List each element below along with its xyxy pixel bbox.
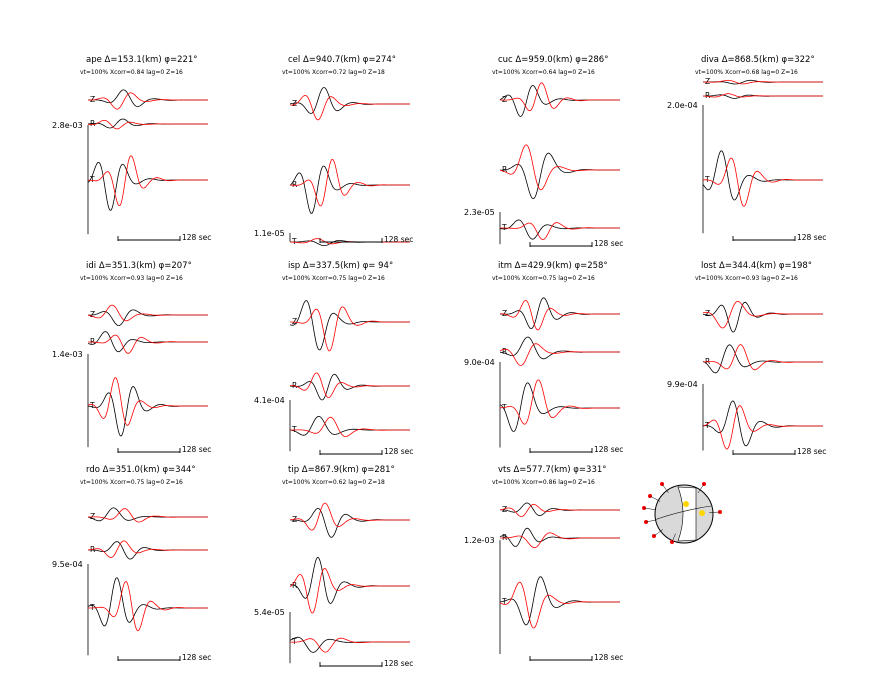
station-panel-itm (464, 261, 623, 454)
observed-trace-R (290, 557, 410, 603)
synthetic-trace-T (290, 638, 410, 652)
station-title: cuc Δ=959.0(km) φ=286° (498, 55, 609, 65)
component-label-T: T (502, 223, 507, 232)
amplitude-label: 2.0e-04 (667, 101, 698, 110)
station-info: vt=100% Xcorr=0.75 lag=0 Z=16 (282, 275, 385, 282)
component-label-R: R (292, 581, 298, 590)
observed-trace-Z (88, 310, 208, 326)
component-label-Z: Z (292, 99, 298, 108)
synthetic-trace-T (500, 223, 620, 240)
component-label-T: T (292, 425, 297, 434)
observed-trace-Z (88, 508, 208, 521)
station-title: itm Δ=429.9(km) φ=258° (498, 261, 608, 271)
station-info: vt=100% Xcorr=0.72 lag=0 Z=18 (282, 69, 385, 76)
station-title: cel Δ=940.7(km) φ=274° (288, 55, 396, 65)
component-label-R: R (705, 357, 711, 366)
station-info: vt=100% Xcorr=0.93 lag=0 Z=16 (80, 275, 183, 282)
synthetic-trace-Z (88, 93, 208, 109)
time-scale-label: 128 sec (797, 447, 827, 456)
component-label-R: R (90, 119, 96, 128)
component-label-T: T (502, 403, 507, 412)
synthetic-trace-R (500, 344, 620, 366)
station-panel-lost (667, 261, 826, 456)
synthetic-trace-R (290, 159, 410, 206)
synthetic-trace-R (500, 145, 620, 190)
component-label-Z: Z (705, 309, 711, 318)
station-panel-rdo (52, 465, 211, 662)
station-title: isp Δ=337.5(km) φ= 94° (288, 261, 394, 271)
observed-trace-T (500, 220, 620, 239)
station-info: vt=100% Xcorr=0.75 lag=0 Z=16 (80, 479, 183, 486)
synthetic-trace-T (703, 406, 823, 450)
observed-trace-T (290, 637, 410, 652)
component-label-R: R (292, 381, 298, 390)
station-info: vt=100% Xcorr=0.68 lag=0 Z=16 (695, 69, 798, 76)
station-panel-cel (254, 55, 413, 246)
component-label-R: R (292, 180, 298, 189)
time-scale-label: 128 sec (594, 653, 624, 662)
amplitude-label: 4.1e-04 (254, 396, 285, 405)
station-info: vt=100% Xcorr=0.75 lag=0 Z=16 (492, 275, 595, 282)
observed-trace-R (500, 337, 620, 359)
time-scale-label: 128 sec (594, 445, 624, 454)
station-panel-ape (52, 55, 211, 242)
observed-trace-T (703, 401, 823, 446)
component-label-Z: Z (90, 310, 96, 319)
station-panels (52, 55, 826, 668)
observed-trace-Z (290, 301, 410, 350)
time-scale-label: 128 sec (182, 445, 212, 454)
observed-trace-T (290, 416, 410, 435)
synthetic-trace-R (290, 568, 410, 613)
component-label-R: R (90, 545, 96, 554)
synthetic-trace-T (500, 380, 620, 424)
amplitude-label: 1.4e-03 (52, 350, 83, 359)
component-label-R: R (502, 165, 508, 174)
observed-trace-T (88, 578, 208, 626)
observed-trace-T (88, 387, 208, 437)
time-scale-label: 128 sec (384, 659, 414, 668)
beachball-station-ray (650, 496, 660, 501)
station-title: ape Δ=153.1(km) φ=221° (86, 55, 198, 65)
component-label-R: R (90, 337, 96, 346)
amplitude-label: 5.4e-05 (254, 608, 285, 617)
component-label-R: R (502, 347, 508, 356)
component-label-Z: Z (292, 515, 298, 524)
amplitude-label: 2.8e-03 (52, 121, 83, 130)
amplitude-label: 9.9e-04 (667, 380, 698, 389)
component-label-Z: Z (292, 317, 298, 326)
station-panel-tip (254, 465, 413, 668)
component-label-Z: Z (502, 95, 508, 104)
beachball-yellow-mark (683, 501, 689, 507)
amplitude-label: 9.0e-04 (464, 358, 495, 367)
synthetic-trace-Z (88, 305, 208, 321)
station-panel-idi (52, 261, 211, 454)
station-panel-cuc (464, 55, 623, 248)
synthetic-trace-Z (500, 301, 620, 330)
component-label-R: R (705, 91, 711, 100)
component-label-T: T (502, 597, 507, 606)
time-scale-label: 128 sec (384, 447, 414, 456)
station-panel-isp (254, 261, 413, 456)
station-title: tip Δ=867.9(km) φ=281° (288, 465, 395, 475)
amplitude-label: 1.2e-03 (464, 536, 495, 545)
synthetic-trace-T (88, 156, 208, 206)
station-info: vt=100% Xcorr=0.84 lag=0 Z=16 (80, 69, 183, 76)
component-label-Z: Z (90, 512, 96, 521)
component-label-T: T (90, 175, 95, 184)
beachball-yellow-mark (699, 510, 705, 516)
component-label-Z: Z (90, 95, 96, 104)
station-title: vts Δ=577.7(km) φ=331° (498, 465, 607, 475)
amplitude-label: 1.1e-05 (254, 229, 285, 238)
synthetic-trace-R (290, 373, 410, 398)
station-info: vt=100% Xcorr=0.93 lag=0 Z=16 (695, 275, 798, 282)
component-label-T: T (292, 637, 297, 646)
station-info: vt=100% Xcorr=0.62 lag=0 Z=18 (282, 479, 385, 486)
observed-trace-Z (500, 85, 620, 116)
station-info: vt=100% Xcorr=0.64 lag=0 Z=16 (492, 69, 595, 76)
component-label-Z: Z (705, 77, 711, 86)
component-label-Z: Z (502, 309, 508, 318)
component-label-R: R (502, 533, 508, 542)
component-label-T: T (90, 603, 95, 612)
synthetic-trace-R (88, 335, 208, 353)
observed-trace-R (500, 153, 620, 199)
observed-trace-T (500, 383, 620, 432)
observed-trace-Z (290, 508, 410, 537)
station-title: diva Δ=868.5(km) φ=322° (701, 55, 815, 65)
synthetic-trace-T (88, 378, 208, 426)
synthetic-trace-T (500, 582, 620, 628)
observed-trace-T (88, 162, 208, 210)
synthetic-trace-R (88, 541, 208, 558)
synthetic-trace-T (290, 417, 410, 436)
focal-mechanism-beachball (642, 482, 722, 544)
time-scale-label: 128 sec (384, 235, 414, 244)
station-panel-diva (667, 55, 826, 242)
synthetic-trace-Z (290, 95, 410, 120)
component-label-Z: Z (502, 505, 508, 514)
synthetic-trace-R (703, 345, 823, 370)
component-label-T: T (90, 401, 95, 410)
amplitude-label: 9.5e-04 (52, 560, 83, 569)
synthetic-trace-Z (290, 307, 410, 351)
observed-trace-Z (290, 88, 410, 114)
time-scale-label: 128 sec (797, 233, 827, 242)
time-scale-label: 128 sec (182, 653, 212, 662)
component-label-T: T (705, 421, 710, 430)
synthetic-trace-R (88, 120, 208, 129)
station-panel-vts (464, 465, 623, 662)
time-scale-label: 128 sec (182, 233, 212, 242)
station-title: rdo Δ=351.0(km) φ=344° (86, 465, 196, 475)
component-label-T: T (705, 175, 710, 184)
observed-trace-T (703, 151, 823, 200)
synthetic-trace-R (500, 533, 620, 548)
amplitude-label: 2.3e-05 (464, 208, 495, 217)
station-title: idi Δ=351.3(km) φ=207° (86, 261, 192, 271)
synthetic-trace-T (703, 158, 823, 206)
component-label-T: T (292, 237, 297, 246)
time-scale-label: 128 sec (594, 239, 624, 248)
station-title: lost Δ=344.4(km) φ=198° (701, 261, 813, 271)
beachball-station-ray (644, 508, 656, 510)
synthetic-trace-R (703, 94, 823, 97)
station-info: vt=100% Xcorr=0.86 lag=0 Z=16 (492, 479, 595, 486)
synthetic-trace-Z (500, 83, 620, 111)
observed-trace-R (703, 345, 823, 373)
